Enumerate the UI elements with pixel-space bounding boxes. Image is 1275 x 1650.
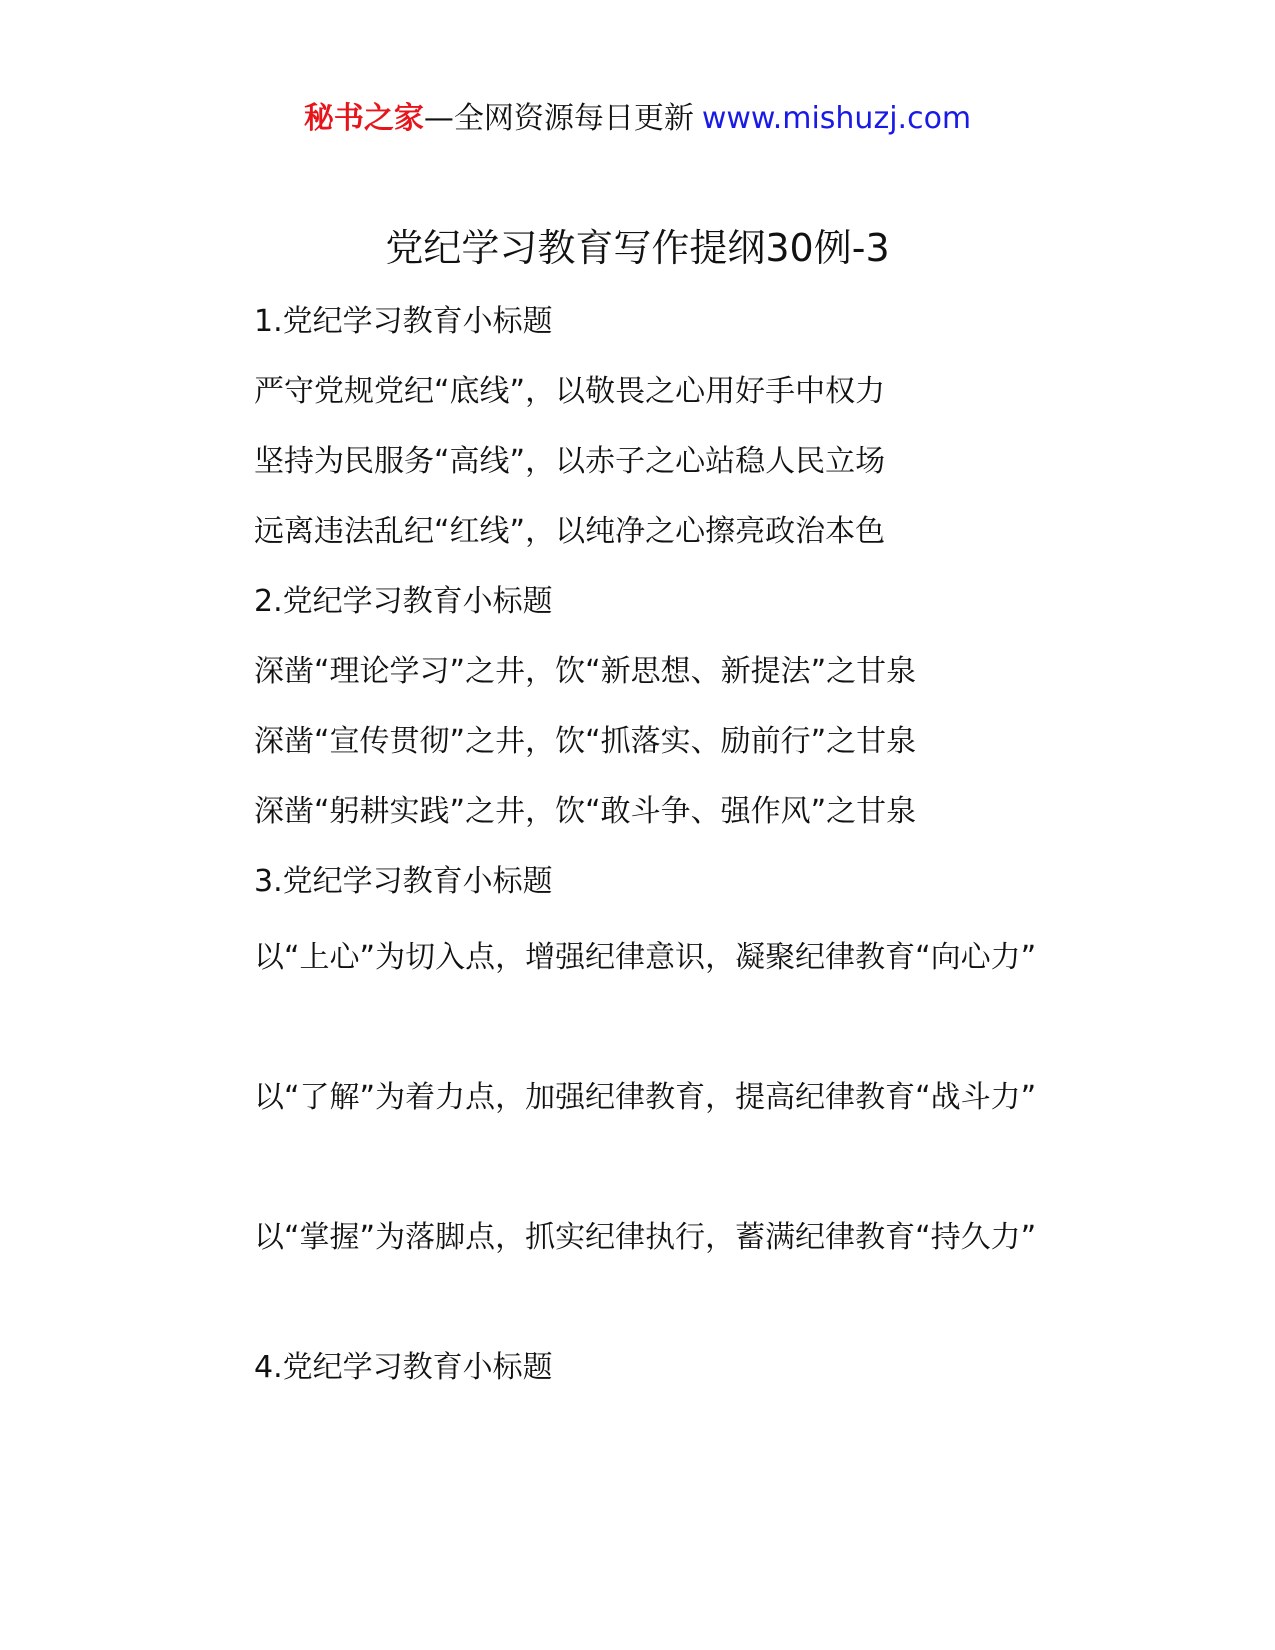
section-3-paragraph-3: 以“掌握”为落脚点，抓实纪律执行，蓄满纪律教育“持久力”	[254, 1220, 1037, 1255]
section-3-paragraph-2: 以“了解”为着力点，加强纪律教育，提高纪律教育“战斗力”	[254, 1080, 1037, 1115]
section-1-line-3: 远离违法乱纪“红线”，以纯净之心擦亮政治本色	[254, 514, 886, 549]
brand-name: 秘书之家	[303, 101, 424, 136]
document-body	[188, 300, 1088, 1416]
header-slogan: —全网资源每日更新	[423, 101, 694, 136]
section-1-line-1: 严守党规党纪“底线”，以敬畏之心用好手中权力	[254, 374, 886, 409]
section-4-heading: 4.党纪学习教育小标题	[254, 1350, 553, 1385]
document-title: 党纪学习教育写作提纲30例-3	[385, 226, 890, 270]
section-2-line-1: 深凿“理论学习”之井，饮“新思想、新提法”之甘泉	[254, 654, 917, 689]
section-1-heading: 1.党纪学习教育小标题	[254, 304, 553, 339]
section-3-heading: 3.党纪学习教育小标题	[254, 864, 553, 899]
section-2-line-2: 深凿“宣传贯彻”之井，饮“抓落实、励前行”之甘泉	[254, 724, 917, 759]
site-url-link[interactable]: www.mishuzj.com	[701, 101, 972, 136]
section-2-heading: 2.党纪学习教育小标题	[254, 584, 553, 619]
site-header	[0, 96, 1275, 142]
section-1-line-2: 坚持为民服务“高线”，以赤子之心站稳人民立场	[254, 444, 886, 479]
section-3-paragraph-1: 以“上心”为切入点，增强纪律意识，凝聚纪律教育“向心力”	[254, 940, 1037, 975]
section-2-line-3: 深凿“躬耕实践”之井，饮“敢斗争、强作风”之甘泉	[254, 794, 917, 829]
